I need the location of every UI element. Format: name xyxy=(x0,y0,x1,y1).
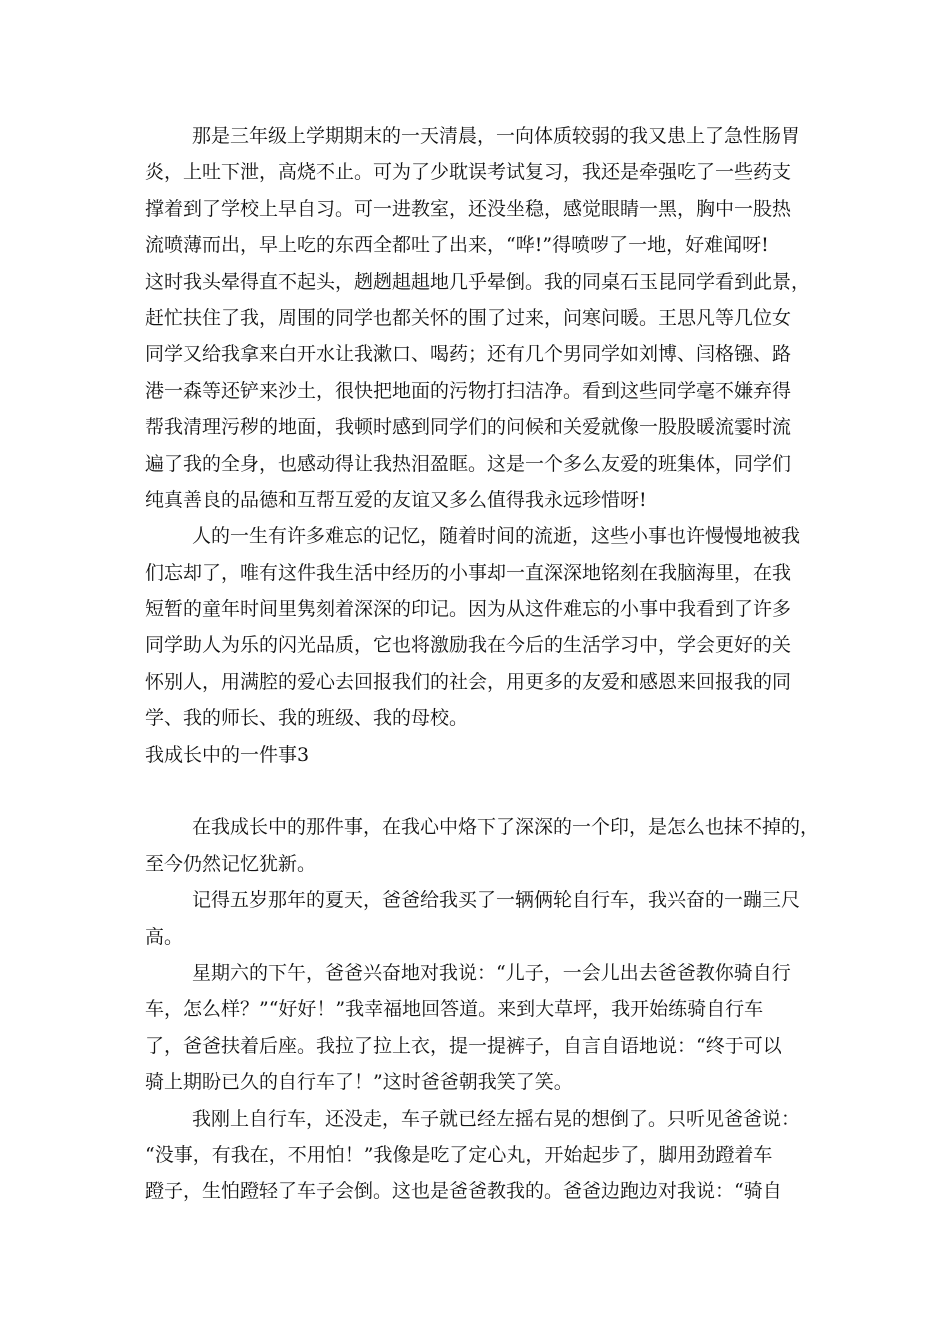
text-line: 骑上期盼已久的自行车了！”这时爸爸朝我笑了笑。 xyxy=(145,1071,573,1094)
text-line: 纯真善良的品德和互帮互爱的友谊又多么值得我永远珍惜呀! xyxy=(145,488,647,511)
text-line: 同学又给我拿来白开水让我漱口、喝药；还有几个男同学如刘博、闫格镪、路 xyxy=(145,343,792,366)
text-line: 高。 xyxy=(145,925,184,948)
text-line: 遍了我的全身，也感动得让我热泪盈眶。这是一个多么友爱的班集体，同学们 xyxy=(145,452,792,475)
paragraph-reflection xyxy=(145,518,810,736)
text-line: 在我成长中的那件事，在我心中烙下了深深的一个印，是怎么也抹不掉的， xyxy=(192,816,820,839)
text-line: 星期六的下午，爸爸兴奋地对我说：“儿子，一会儿出去爸爸教你骑自行 xyxy=(192,961,791,984)
text-line: 学、我的师长、我的班级、我的母校。 xyxy=(145,707,469,730)
paragraph-hospital-story xyxy=(145,118,810,518)
text-line: 了，爸爸扶着后座。我拉了拉上衣，提一提裤子，自言自语地说：“终于可以 xyxy=(145,1034,782,1057)
text-line: 炎，上吐下泄，高烧不止。可为了少耽误考试复习，我还是牵强吃了一些药支 xyxy=(145,161,792,184)
text-line: 人的一生有许多难忘的记忆，随着时间的流逝，这些小事也许慢慢地被我 xyxy=(192,525,801,548)
text-line: 蹬子，生怕蹬轻了车子会倒。这也是爸爸教我的。爸爸边跑边对我说：“骑自 xyxy=(145,1180,782,1203)
text-line: 我刚上自行车，还没走，车子就已经左摇右晃的想倒了。只听见爸爸说： xyxy=(192,1107,801,1130)
paragraph-saturday xyxy=(145,955,810,1101)
text-line: 怀别人，用满腔的爱心去回报我们的社会，用更多的友爱和感恩来回报我的同 xyxy=(145,670,792,693)
text-line: “没事，有我在，不用怕！”我像是吃了定心丸，开始起步了，脚用劲蹬着车 xyxy=(145,1143,773,1166)
text-line: 至今仍然记忆犹新。 xyxy=(145,852,317,875)
text-line: 这时我头晕得直不起头，趔趔趄趄地几乎晕倒。我的同桌石玉昆同学看到此景， xyxy=(145,270,811,293)
text-line: 们忘却了，唯有这件我生活中经历的小事却一直深深地铭刻在我脑海里，在我 xyxy=(145,561,792,584)
paragraph-first-ride xyxy=(145,1101,810,1210)
text-line: 短暂的童年时间里隽刻着深深的印记。因为从这件难忘的小事中我看到了许多 xyxy=(145,598,792,621)
text-line: 记得五岁那年的夏天，爸爸给我买了一辆俩轮自行车，我兴奋的一蹦三尺 xyxy=(192,889,801,912)
text-line: 车，怎么样？”“好好！”我幸福地回答道。来到大草坪，我开始练骑自行车 xyxy=(145,998,764,1021)
document-page xyxy=(145,118,820,1210)
section-heading: 我成长中的一件事3 xyxy=(145,743,310,766)
text-line: 帮我清理污秽的地面，我顿时感到同学们的问候和关爱就像一股股暖流霎时流 xyxy=(145,416,792,439)
text-line: 流喷薄而出，早上吃的东西全都吐了出来，“哗!”得喷哕了一地，好难闻呀! xyxy=(145,234,769,257)
paragraph-bicycle-gift xyxy=(145,882,810,955)
text-line: 同学助人为乐的闪光品质，它也将激励我在今后的生活学习中，学会更好的关 xyxy=(145,634,792,657)
text-line: 赶忙扶住了我，周围的同学也都关怀的围了过来，问寒问暖。王思凡等几位女 xyxy=(145,306,792,329)
text-line: 港一森等还铲来沙土，很快把地面的污物打扫洁净。看到这些同学毫不嫌弃得 xyxy=(145,379,792,402)
paragraph-intro xyxy=(145,809,820,882)
text-line: 那是三年级上学期期末的一天清晨，一向体质较弱的我又患上了急性肠胃 xyxy=(192,125,801,147)
text-line: 撑着到了学校上早自习。可一进教室，还没坐稳，感觉眼睛一黑，胸中一股热 xyxy=(145,197,792,220)
blank-line xyxy=(145,773,810,809)
